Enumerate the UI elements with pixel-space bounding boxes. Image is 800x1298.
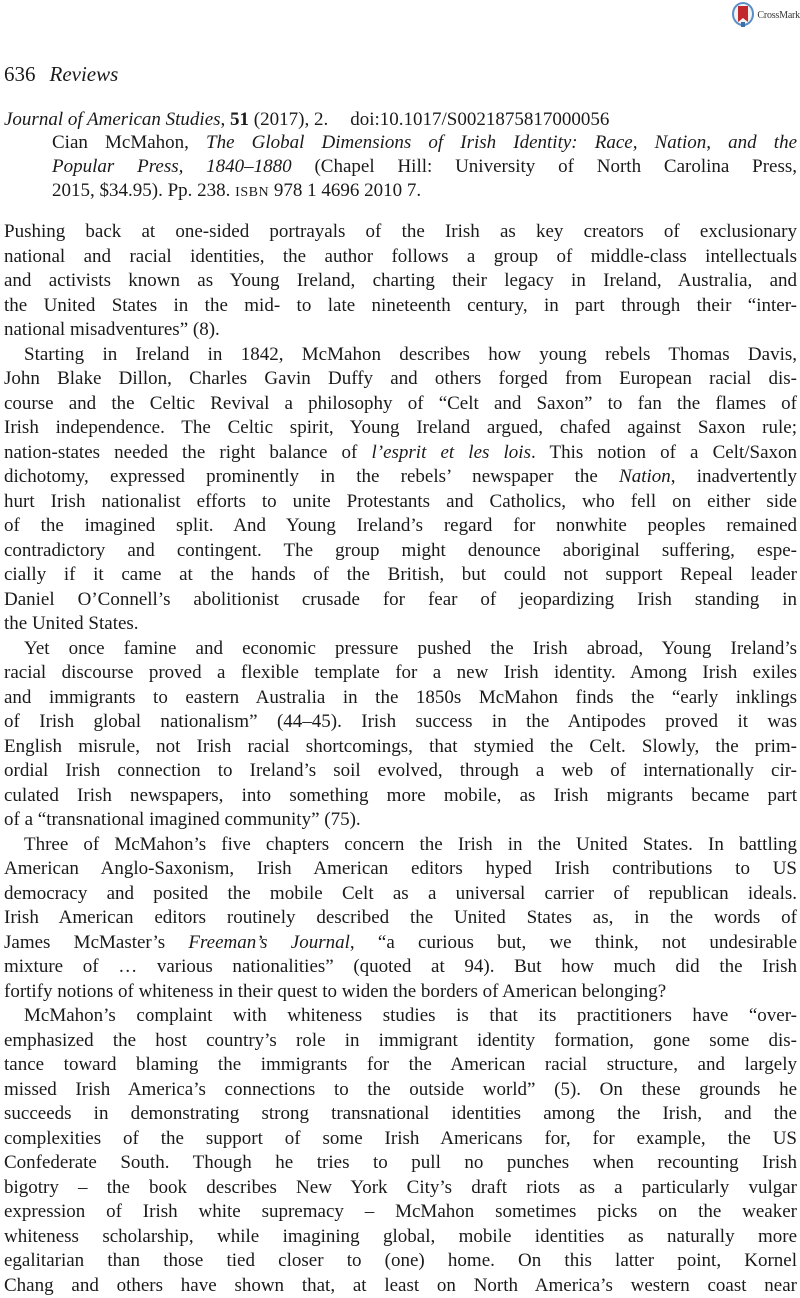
- text-segment: James McMaster’s: [4, 931, 189, 953]
- text-segment: nation-states needed the right balance of: [4, 441, 372, 463]
- text-segment: hurt Irish nationalist efforts to unite Protestants and Catholics, who fell on either side: [4, 490, 797, 512]
- text-segment: ordial Irish connection to Ireland’s soil evolved, through a web of internationally cir-: [4, 760, 797, 781]
- paragraph-line: [4, 759, 797, 783]
- text-segment: Confederate South. Though he tries to pull no punches when recounting Irish: [4, 1152, 797, 1173]
- text-segment: . This notion of a Celt/Saxon: [530, 441, 798, 463]
- paragraph-line: [4, 1078, 797, 1102]
- crossmark-badge[interactable]: [732, 2, 800, 28]
- paragraph-line: [4, 465, 797, 489]
- section-title: Reviews: [49, 62, 119, 86]
- paragraph-line: [4, 1225, 797, 1249]
- text-segment: whiteness scholarship, while imagining global, mobile identities as naturally more: [4, 1225, 797, 1247]
- citation-line: [52, 179, 797, 205]
- paragraph-line: [4, 416, 797, 440]
- paragraph-line: [4, 1029, 797, 1053]
- paragraph-line: [4, 539, 797, 563]
- text-segment: fortify notions of whiteness in their quest to widen the borders of American belonging?: [4, 980, 667, 1002]
- text-segment: the United States in the mid- to late nineteenth century, in part through their “inter-: [4, 294, 797, 316]
- text-segment: Irish American editors routinely described the United States as, in the words of: [4, 907, 797, 928]
- text-segment: national misadventures” (8).: [4, 319, 220, 340]
- paragraph-line: [24, 637, 797, 661]
- crossmark-icon: [732, 2, 754, 28]
- italic-text: Journal of American Studies: [4, 109, 221, 130]
- text-segment: complexities of the support of some Irish Americans for, for example, the US: [4, 1127, 797, 1149]
- paragraph-line: [4, 318, 797, 342]
- paragraph-line: [4, 735, 797, 759]
- text-segment: ISBN: [235, 185, 270, 200]
- paragraph-line: [4, 857, 797, 881]
- paragraph-line: [4, 1249, 797, 1273]
- text-segment: democracy and posited the mobile Celt as a universal carrier of republican ideals.: [4, 882, 797, 904]
- paragraph-line: [4, 1200, 797, 1224]
- italic-text: Popular Press, 1840–1880: [52, 156, 292, 177]
- text-segment: tance toward blaming the immigrants for the American racial structure, and largely: [4, 1054, 797, 1075]
- paragraph-line: [4, 245, 797, 269]
- paragraph-line: [4, 588, 797, 612]
- text-segment: McMahon’s complaint with whiteness studies is that its practitioners have “over-: [24, 1005, 797, 1026]
- text-segment: Yet once famine and economic pressure pushed the Irish abroad, Young Ireland’s: [24, 637, 797, 659]
- paragraph-line: [4, 931, 797, 955]
- text-segment: of a “transnational imagined community” (75).: [4, 809, 361, 830]
- italic-text: The Global Dimensions of Irish Identity: Race, Nation, and the: [206, 132, 797, 153]
- text-segment: John Blake Dillon, Charles Gavin Duffy and others forged from European racial dis-: [4, 368, 797, 389]
- text-segment: bigotry – the book describes New York City’s draft riots as a particularly vulgar: [4, 1176, 797, 1198]
- text-segment: and immigrants to eastern Australia in the 1850s McMahon finds the “early inklings: [4, 686, 797, 708]
- text-segment: Chang and others have shown that, at least on North America’s western coast near: [4, 1274, 797, 1296]
- paragraph-line: [4, 367, 797, 391]
- paragraph-line: [4, 563, 797, 587]
- page-number: 636: [4, 62, 36, 86]
- italic-text: l’esprit et les lois: [371, 441, 531, 463]
- journal-info-line: [4, 108, 797, 132]
- paragraph-line: [4, 220, 797, 244]
- text-segment: Daniel O’Connell’s abolitionist crusade for fear of jeopardizing Irish standing in: [4, 588, 797, 610]
- paragraph-line: [24, 833, 797, 857]
- running-header: [4, 62, 118, 87]
- paragraph-line: [4, 612, 797, 636]
- text-segment: , “a curious but, we think, not undesirable: [349, 931, 797, 953]
- text-segment: (2017), 2.: [249, 109, 329, 130]
- text-segment: Pushing back at one-sided portrayals of the Irish as key creators of exclusionary: [4, 221, 797, 242]
- paragraph-line: [4, 980, 797, 1004]
- text-segment: American Anglo-Saxonism, Irish American editors hyped Irish contributions to US: [4, 858, 797, 879]
- text-segment: 2015, $34.95). Pp. 238.: [52, 180, 236, 201]
- text-segment: cially if it came at the hands of the British, but could not support Repeal leader: [4, 564, 797, 585]
- paragraph-line: [4, 1053, 797, 1077]
- paragraph-line: [4, 441, 797, 465]
- paragraph-line: [4, 1176, 797, 1200]
- paragraph-line: [4, 269, 797, 293]
- text-segment: dichotomy, expressed prominently in the rebels’ newspaper the: [4, 466, 620, 487]
- paragraph-line: [4, 392, 797, 416]
- text-segment: culated Irish newspapers, into something more mobile, as Irish migrants became part: [4, 784, 797, 806]
- text-segment: emphasized the host country’s role in immigrant identity formation, gone some dis-: [4, 1029, 797, 1051]
- paragraph-line: [4, 1151, 797, 1175]
- paragraph-line: [4, 686, 797, 710]
- paragraph-line: [4, 1127, 797, 1151]
- text-segment: contradictory and contingent. The group might denounce aboriginal suffering, espe-: [4, 539, 797, 561]
- paragraph-line: [24, 1004, 797, 1028]
- text-segment: ,: [220, 109, 231, 130]
- citation-line: [52, 131, 797, 155]
- text-segment: , inadvertently: [670, 466, 797, 487]
- text-segment: 978 1 4696 2010 7.: [269, 180, 422, 201]
- citation-line: [52, 155, 797, 179]
- text-segment: and activists known as Young Ireland, charting their legacy in Ireland, Australia, and: [4, 270, 797, 291]
- text-segment: of the imagined split. And Young Ireland’s regard for nonwhite peoples remained: [4, 515, 797, 536]
- text-segment: of Irish global nationalism” (44–45). Irish success in the Antipodes proved it was: [4, 711, 797, 732]
- italic-text: Nation: [619, 466, 671, 487]
- crossmark-label: CrossMark: [757, 9, 800, 21]
- text-segment: mixture of … various nationalities” (quoted at 94). But how much did the Irish: [4, 956, 797, 977]
- paragraph-line: [4, 808, 797, 832]
- paragraph-line: [4, 1102, 797, 1126]
- paragraph-line: [4, 514, 797, 538]
- text-segment: English misrule, not Irish racial shortcomings, that stymied the Celt. Slowly, the prim-: [4, 735, 797, 757]
- paragraph-line: [4, 955, 797, 979]
- text-segment: racial discourse proved a flexible template for a new Irish identity. Among Irish exiles: [4, 662, 797, 683]
- text-segment: egalitarian than those tied closer to (one) home. On this latter point, Kornel: [4, 1250, 797, 1271]
- paragraph-line: [4, 784, 797, 808]
- text-segment: Starting in Ireland in 1842, McMahon describes how young rebels Thomas Davis,: [24, 343, 797, 365]
- text-segment: expression of Irish white supremacy – McMahon sometimes picks on the weaker: [4, 1201, 797, 1222]
- text-segment: the United States.: [4, 613, 139, 634]
- text-segment: doi:10.1017/S0021875817000056: [350, 109, 610, 130]
- paragraph-line: [4, 710, 797, 734]
- paragraph-line: [4, 882, 797, 906]
- text-segment: succeeds in demonstrating strong transnational identities among the Irish, and the: [4, 1103, 797, 1124]
- paragraph-line: [4, 661, 797, 685]
- paragraph-line: [4, 906, 797, 930]
- paragraph-line: [4, 294, 797, 318]
- text-segment: missed Irish America’s connections to the outside world” (5). On these grounds he: [4, 1078, 797, 1100]
- text-segment: 51: [230, 109, 250, 130]
- text-segment: Cian McMahon,: [52, 132, 207, 153]
- text-segment: course and the Celtic Revival a philosophy of “Celt and Saxon” to fan the flames of: [4, 392, 797, 414]
- italic-text: Freeman’s Journal: [188, 931, 350, 953]
- paragraph-line: [4, 490, 797, 514]
- text-segment: (Chapel Hill: University of North Carolina Press,: [291, 156, 797, 177]
- text-segment: national and racial identities, the author follows a group of middle-class intellectuals: [4, 245, 797, 267]
- paragraph-line: [24, 343, 797, 367]
- text-segment: Three of McMahon’s five chapters concern the Irish in the United States. In battling: [24, 833, 797, 855]
- text-segment: Irish independence. The Celtic spirit, Young Ireland argued, chafed against Saxon rule;: [4, 417, 797, 438]
